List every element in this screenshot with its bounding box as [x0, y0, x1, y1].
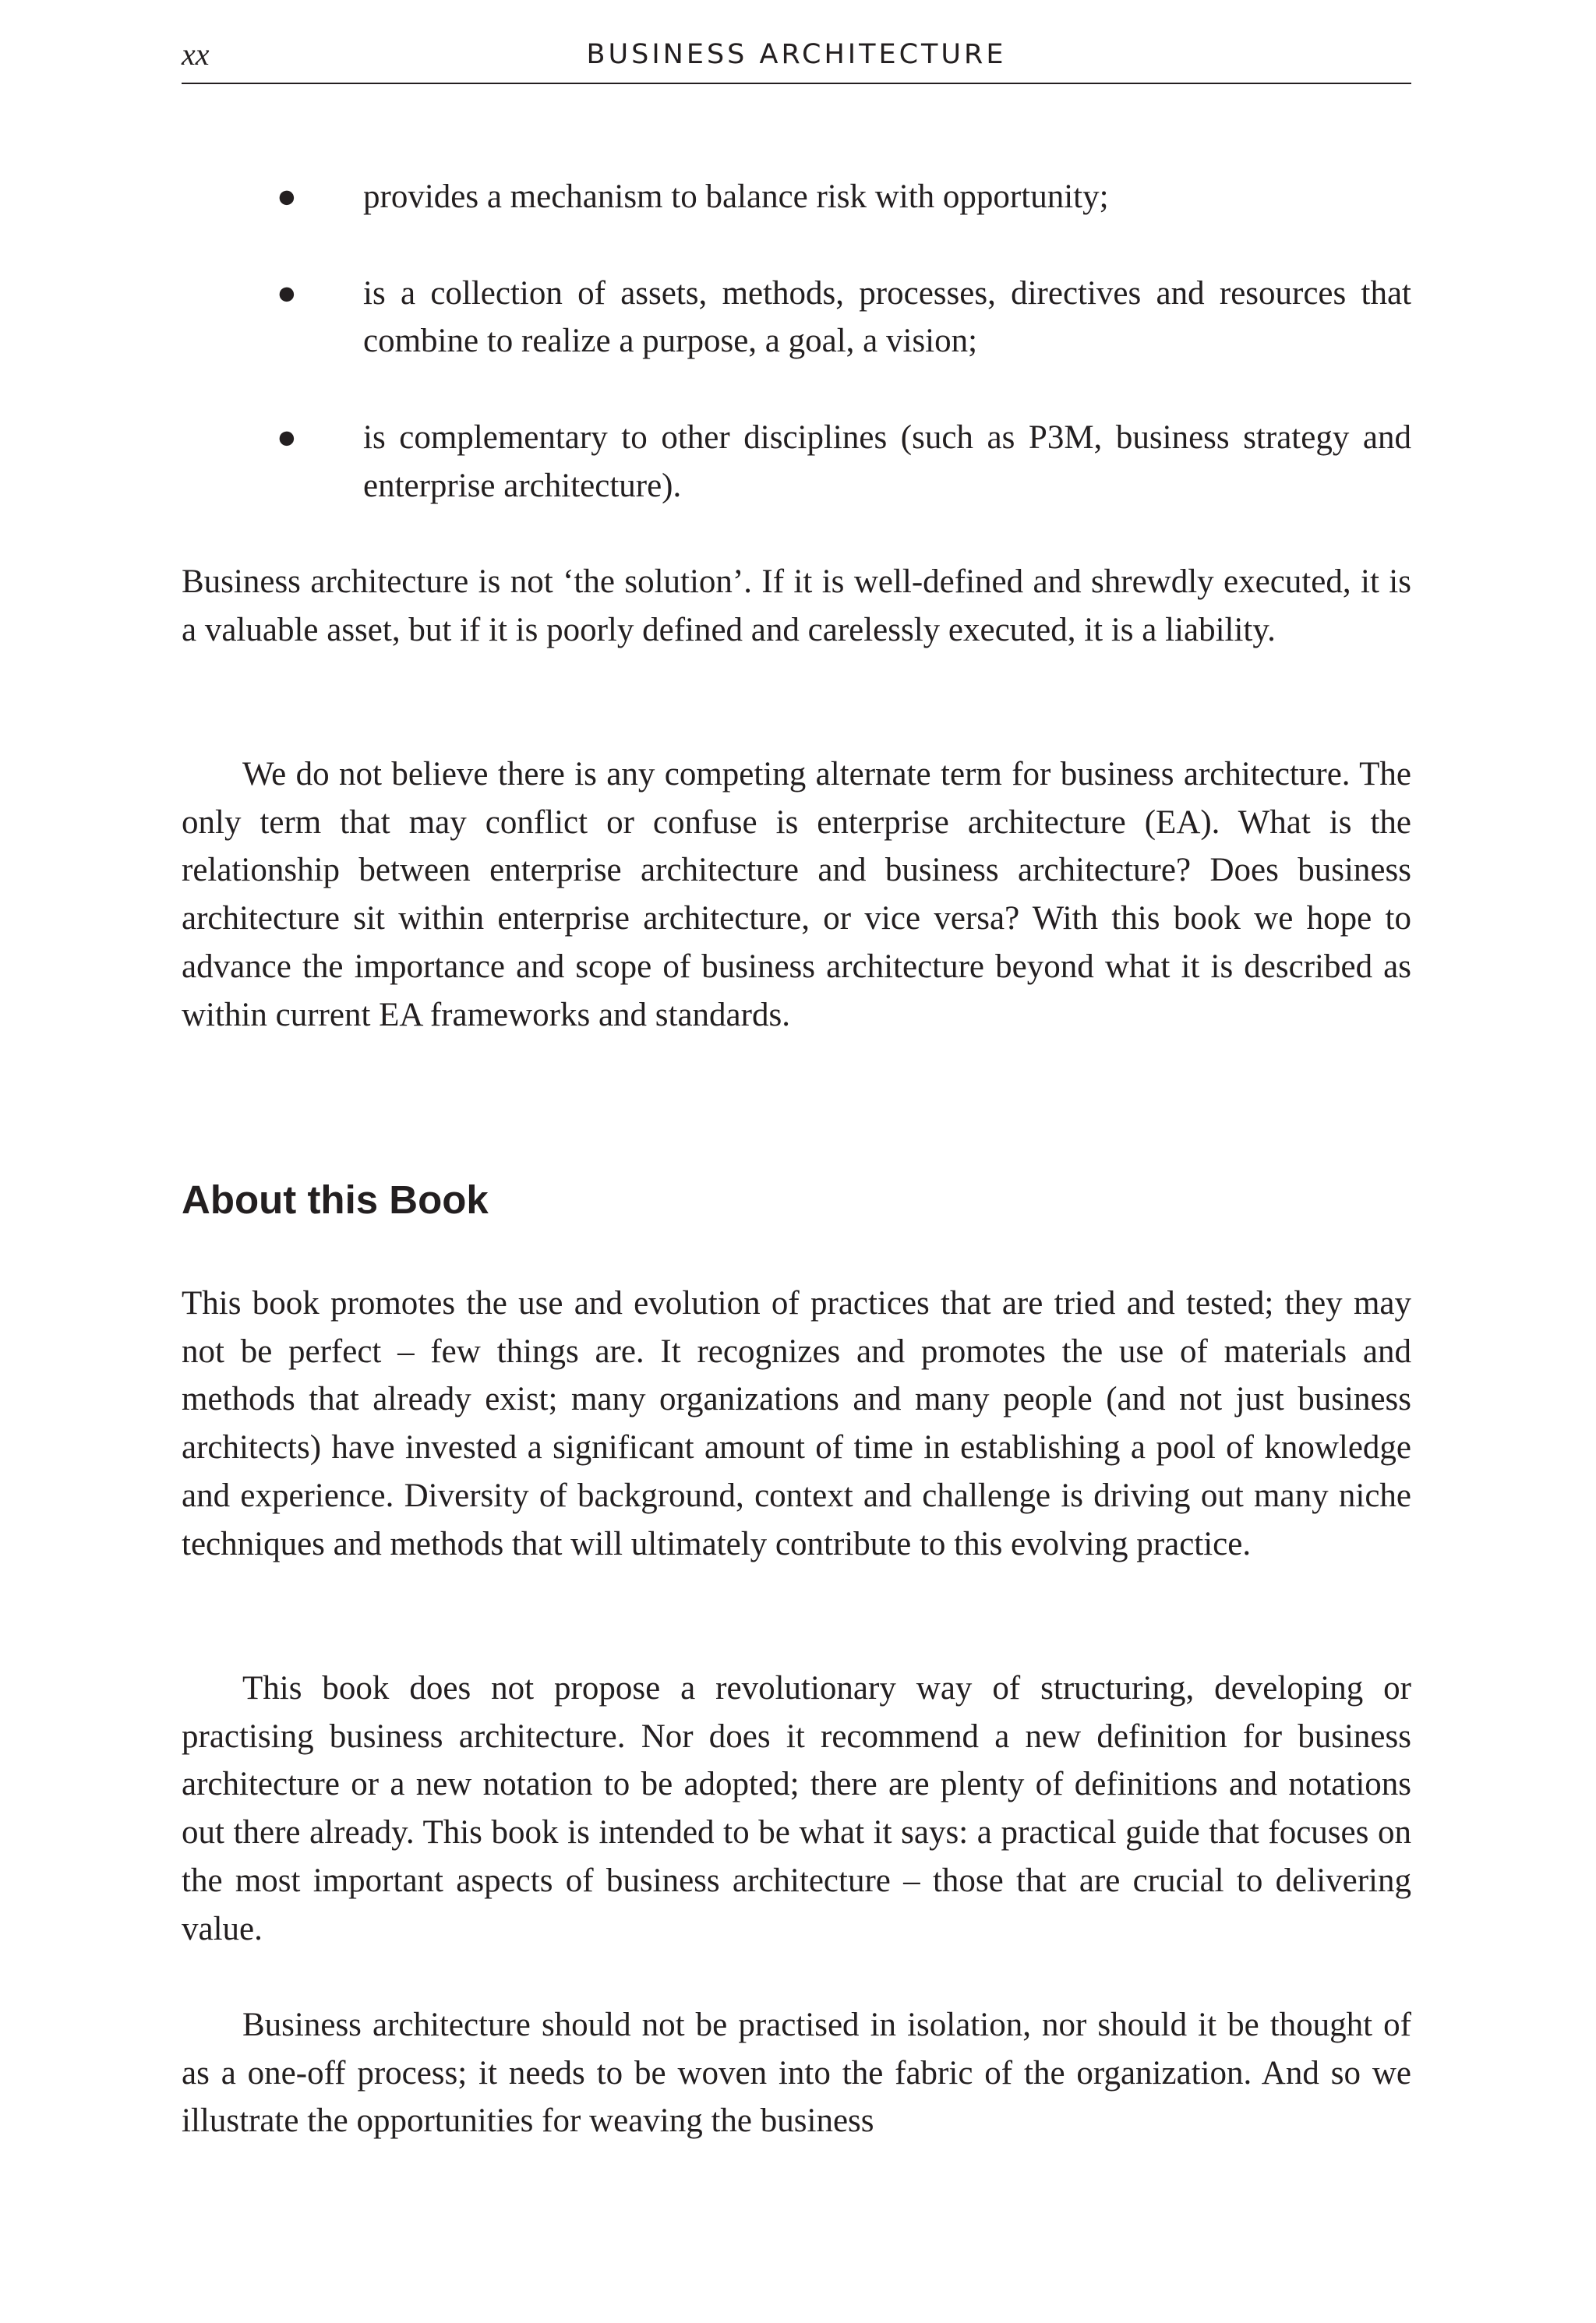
bullet-icon: ● [277, 274, 297, 312]
paragraph-not-the-solution: Business architecture is not ‘the solution’. If it is well-defined and shrewdly executed, it is a valuable asset, but if it is poorly defined and carelessly executed, it is a liability. [182, 563, 1411, 648]
paragraph-promotes-practices: This book promotes the use and evolution of practices that are tried and tested; they may not be perfect – few things are. It recognizes and promotes the use of materials and methods that already exist; many organizations and many people (and not just business architects) have invested a significant amount of time in establishing a pool of knowledge and experience. Diversity of background, context and challenge is driving out many niche techniques and methods that will ultimately contribute to this evolving practice. [182, 1285, 1411, 1562]
list-item [182, 414, 1411, 510]
list-item [182, 270, 1411, 365]
bullet-list [182, 173, 1411, 559]
page-number: xx [182, 37, 210, 72]
running-title: BUSINESS ARCHITECTURE [586, 39, 1007, 70]
bullet-icon: ● [277, 419, 297, 457]
bullet-text: is a collection of assets, methods, processes, directives and resources that combine to realize a purpose, a goal, a vision; [363, 274, 1411, 360]
bullet-icon: ● [277, 178, 297, 215]
paragraph-practical-guide: This book does not propose a revolutionary way of structuring, developing or practising business architecture. Nor does it recommend a new definition for business architecture or a new notation to be adopted; there are plenty of definitions and notations out there already. This book is intended to be what it says: a practical guide that focuses on the most important aspects of business architecture – those that are crucial to delivering value. [182, 1670, 1411, 1947]
list-item [182, 173, 1411, 221]
bullet-text: is complementary to other disciplines (such as P3M, business strategy and enterprise architecture). [363, 419, 1411, 504]
paragraph-ea-relationship: We do not believe there is any competing alternate term for business architecture. The only term that may conflict or confuse is enterprise architecture (EA). What is the relationship between enterprise architecture and business architecture? Does business architecture sit within enterprise architecture, or vice versa? With this book we hope to advance the importance and scope of business architecture beyond what it is described as within current EA frameworks and standards. [182, 756, 1411, 1033]
book-page [182, 0, 1411, 2323]
running-header [182, 34, 1411, 84]
bullet-text: provides a mechanism to balance risk with opportunity; [363, 178, 1109, 215]
section-heading: About this Book [182, 1177, 489, 1222]
paragraph-not-in-isolation: Business architecture should not be practised in isolation, nor should it be thought of as a one-off process; it needs to be woven into the fabric of the organization. And so we illustrate the opportunities for weaving the business [182, 2007, 1411, 2140]
